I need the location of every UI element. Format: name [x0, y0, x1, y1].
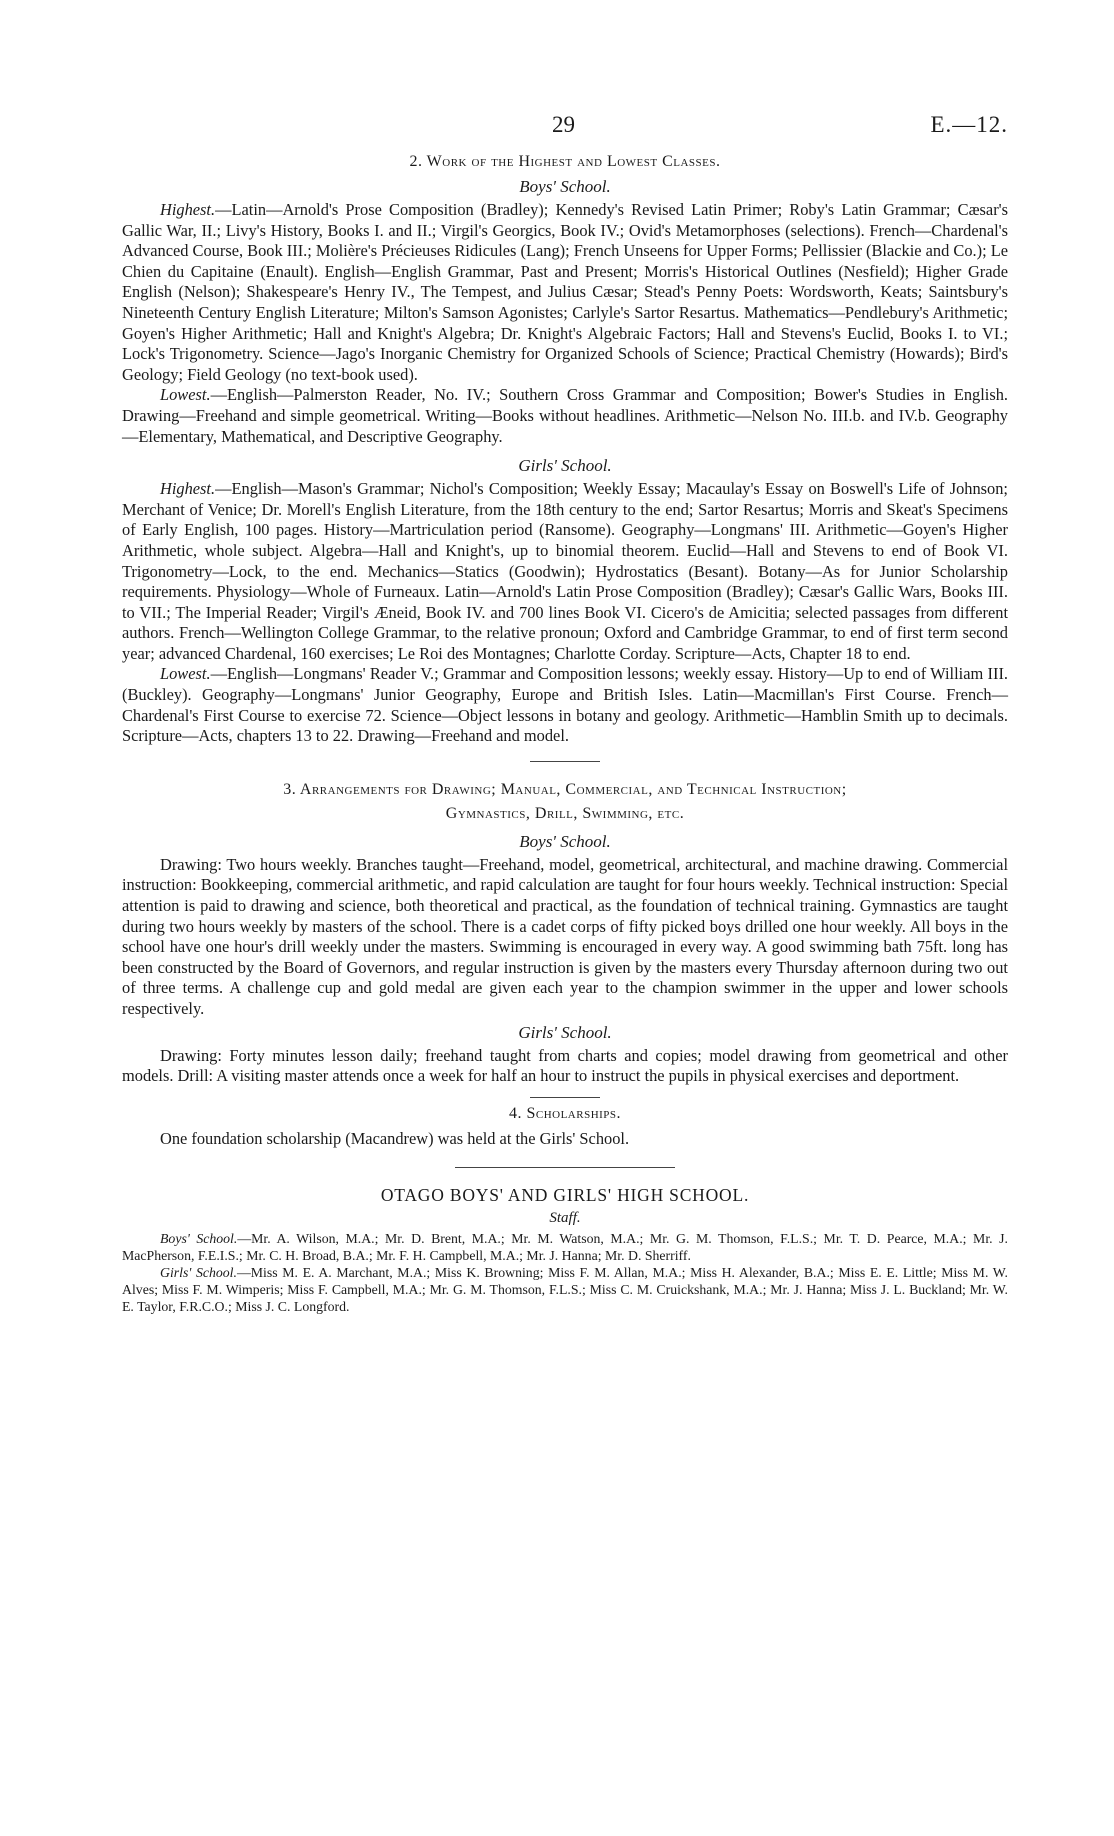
section-3-heading-line-1: 3. Arrangements for Drawing; Manual, Commercial, and Technical Instruction; [283, 780, 847, 798]
page-number: 29 [552, 112, 575, 137]
boys-staff-text: —Mr. A. Wilson, M.A.; Mr. D. Brent, M.A.; Mr. M. Watson, M.A.; Mr. G. M. Thomson, F.L.S.; Mr. T. D. Pearce, M.A.; Mr. J. MacPherson, F.E.I.S.; Mr. C. H. Broad, B.A.; Mr. F. H. Campbell, M.A.; Mr. J. Hanna; Mr. D. Sherriff. [122, 1231, 1008, 1264]
report-reference: E.—12. [930, 112, 1008, 137]
section-divider [530, 761, 600, 762]
boys-highest-paragraph [122, 200, 1008, 385]
page-header [122, 108, 1008, 148]
boys-lowest-text: —English—Palmerston Reader, No. IV.; Southern Cross Grammar and Composition; Bower's Studies in English. Drawing—Freehand and simple geometrical. Writing—Books without headlines. Arithmetic—Nelson No. III.b. and IV.b. Geography—Elementary, Mathematical, and Descriptive Geography. [122, 385, 1008, 446]
girls-school-subhead-2: Girls' School. [518, 1022, 612, 1042]
school-divider [455, 1167, 675, 1168]
boys-lowest-paragraph [122, 385, 1008, 447]
section-3-heading-line-2: Gymnastics, Drill, Swimming, etc. [445, 804, 685, 822]
boys-highest-text: —Latin—Arnold's Prose Composition (Bradley); Kennedy's Revised Latin Primer; Roby's Latin Grammar; Cæsar's Gallic War, II.; Livy's History, Books I. and II.; Virgil's Georgics, Book IV.; Ovid's Metamorphoses (selections). French—Chardenal's Advanced Course, Book III.; Molière's Précieuses Ridicules (Lang); French Unseens for Upper Forms; Pellissier (Blackie and Co.); Le Chien du Capitaine (Enault). English—English Grammar, Past and Present; Morris's Historical Outlines (Nesfield); Higher Grade English (Nelson); Shakespeare's Henry IV., The Tempest, and Julius Cæsar; Stead's Penny Poets: Wordsworth, Keats; Saintsbury's Nineteenth Century English Literature; Milton's Samson Agonistes; Carlyle's Sartor Resartus. Mathematics—Pendlebury's Arithmetic; Goyen's Higher Arithmetic; Hall and Knight's Algebra; Dr. Knight's Algebraic Factors; Hall and Stevens's Euclid, Books I. to VI.; Lock's Trigonometry. Science—Jago's Inorganic Chemistry for Organized Schools of Science; Practical Chemistry (Howards); Bird's Geology; Field Geology (no text-book used). [122, 200, 1009, 384]
girls-lowest-label: Lowest. [160, 664, 211, 684]
boys-staff-label: Boys' School. [160, 1231, 238, 1247]
boys-school-subhead-2: Boys' School. [519, 831, 611, 851]
girls-highest-paragraph [122, 479, 1008, 664]
section-2-heading: 2. Work of the Highest and Lowest Classes. [409, 153, 721, 170]
boys-lowest-label: Lowest. [160, 385, 211, 405]
girls-highest-text: —English—Mason's Grammar; Nichol's Composition; Weekly Essay; Macaulay's Essay on Boswell's Life of Johnson; Merchant of Venice; Dr. Morell's English Literature, from the 18th century to the end; Sartor Resartus; Morris and Skeat's Specimens of Early English, 100 pages. History—Martriculation period (Ransome). Geography—Longmans' III. Arithmetic—Goyen's Higher Arithmetic, whole subject. Algebra—Hall and Knight's, up to binomial theorem. Euclid—Hall and Stevens to end of Book VI. Trigonometry—Lock, to the end. Mechanics—Statics (Goodwin); Hydrostatics (Besant). Botany—As for Junior Scholarship requirements. Physiology—Whole of Furneaux. Latin—Arnold's Latin Prose Composition (Bradley); Cæsar's Gallic Wars, Books III. to VII.; The Imperial Reader; Virgil's Æneid, Book IV. and 700 lines Book VI. Cicero's de Amicitia; selected passages from different authors. French—Wellington College Grammar, to the relative pronoun; Oxford and Cambridge Grammar, to end of first term second year; advanced Chardenal, 160 exercises; Le Roi des Montagnes; Charlotte Corday. Scripture—Acts, Chapter 18 to end. [122, 479, 1008, 663]
staff-subhead: Staff. [549, 1210, 581, 1227]
boys-arrangements-paragraph: Drawing: Two hours weekly. Branches taught—Freehand, model, geometrical, architectural, and machine drawing. Commercial instruction: Bookkeeping, commercial arithmetic, and rapid calculation are taught for four hours weekly. Technical instruction: Special attention is paid to drawing and science, both theoretical and practical, as the foundation of technical training. Gymnastics are taught during two hours weekly by masters of the school. There is a cadet corps of fifty picked boys drilled one hour weekly. All boys in the school have one hour's drill weekly under the masters. Swimming is encouraged in every way. A good swimming bath 75ft. long has been constructed by the Board of Governors, and regular instruction is given by the masters every Thursday afternoon during two out of three terms. A challenge cup and gold medal are given each year to the champion swimmer in the upper and lower schools respectively. [122, 854, 1008, 1018]
girls-lowest-text: —English—Longmans' Reader V.; Grammar and Composition lessons; weekly essay. History—Up to end of William III. (Buckley). Geography—Longmans' Junior Geography, Europe and British Isles. Latin—Macmillan's First Course. French—Chardenal's First Course to exercise 72. Science—Object lessons in botany and geology. Arithmetic—Hamblin Smith up to decimals. Scripture—Acts, chapters 13 to 22. Drawing—Freehand and model. [122, 664, 1008, 746]
boys-highest-label: Highest. [160, 200, 216, 219]
girls-staff-label: Girls' School. [160, 1264, 237, 1280]
scholarships-paragraph: One foundation scholarship (Macandrew) was held at the Girls' School. [160, 1128, 630, 1148]
staff-list [122, 1231, 1008, 1315]
girls-school-subhead: Girls' School. [518, 456, 612, 476]
otago-school-title: OTAGO BOYS' AND GIRLS' HIGH SCHOOL. [380, 1185, 750, 1206]
section-4-heading: 4. Scholarships. [508, 1104, 622, 1122]
girls-arrangements-paragraph: Drawing: Forty minutes lesson daily; freehand taught from charts and copies; model drawing from geometrical and other models. Drill: A visiting master attends once a week for half an hour to instruct the pupils in physical exercises and deportment. [122, 1045, 1008, 1086]
boys-school-subhead: Boys' School. [519, 177, 611, 196]
girls-staff-paragraph [122, 1265, 1008, 1315]
section-divider-2 [530, 1097, 600, 1098]
boys-staff-paragraph [122, 1231, 1008, 1265]
page-content [122, 108, 1008, 1315]
girls-lowest-paragraph [122, 664, 1008, 746]
girls-staff-text: —Miss M. E. A. Marchant, M.A.; Miss K. Browning; Miss F. M. Allan, M.A.; Miss H. Alexander, B.A.; Miss E. E. Little; Miss M. W. Alves; Miss F. M. Wimperis; Miss F. Campbell, M.A.; Mr. G. M. Thomson, F.L.S.; Miss C. M. Cruickshank, M.A.; Mr. J. Hanna; Miss J. L. Buckland; Mr. W. E. Taylor, F.R.C.O.; Miss J. C. Longford. [122, 1264, 1008, 1314]
girls-highest-label: Highest. [160, 479, 216, 499]
